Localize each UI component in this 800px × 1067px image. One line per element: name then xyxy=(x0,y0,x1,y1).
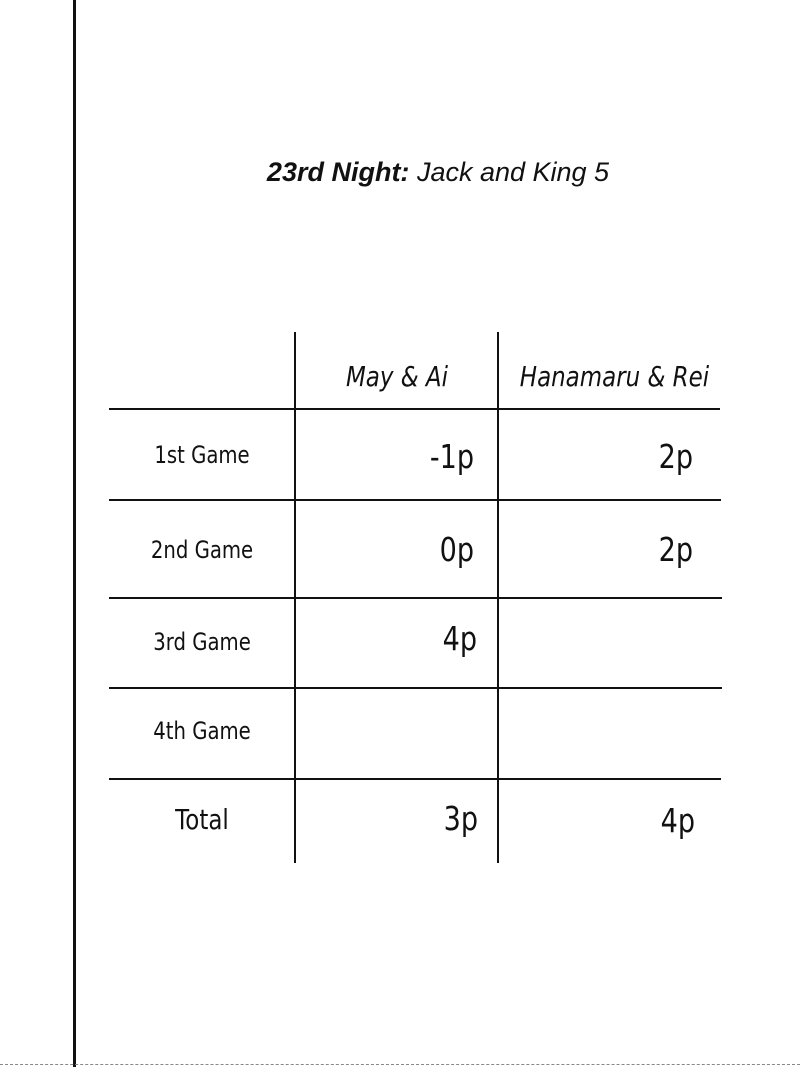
table-column-divider xyxy=(497,332,499,863)
score-cell: 0p xyxy=(439,530,474,569)
table-column-divider xyxy=(294,332,296,863)
score-cell: 2p xyxy=(658,437,693,476)
row-label: 2nd Game xyxy=(150,536,254,564)
score-cell: -1p xyxy=(429,437,474,476)
title-subtitle: Jack and King 5 xyxy=(416,157,610,187)
column-header-may-ai: May & Ai xyxy=(345,360,449,393)
page-title xyxy=(0,154,800,190)
row-label: 4th Game xyxy=(153,717,251,745)
title-chapter: 23rd Night: xyxy=(266,157,410,187)
total-cell: 3p xyxy=(443,799,478,838)
table-rule xyxy=(109,408,720,410)
score-cell: 4p xyxy=(442,619,477,658)
score-cell: 2p xyxy=(658,530,693,569)
row-label-total: Total xyxy=(175,803,229,836)
row-label: 1st Game xyxy=(154,441,250,469)
table-rule xyxy=(109,597,722,599)
table-rule xyxy=(109,687,722,689)
row-label: 3rd Game xyxy=(153,628,251,656)
column-header-hanamaru-rei: Hanamaru & Rei xyxy=(519,360,710,393)
page-edge xyxy=(0,1064,800,1065)
table-rule xyxy=(109,499,721,501)
total-cell: 4p xyxy=(660,801,695,840)
table-rule xyxy=(109,778,721,780)
